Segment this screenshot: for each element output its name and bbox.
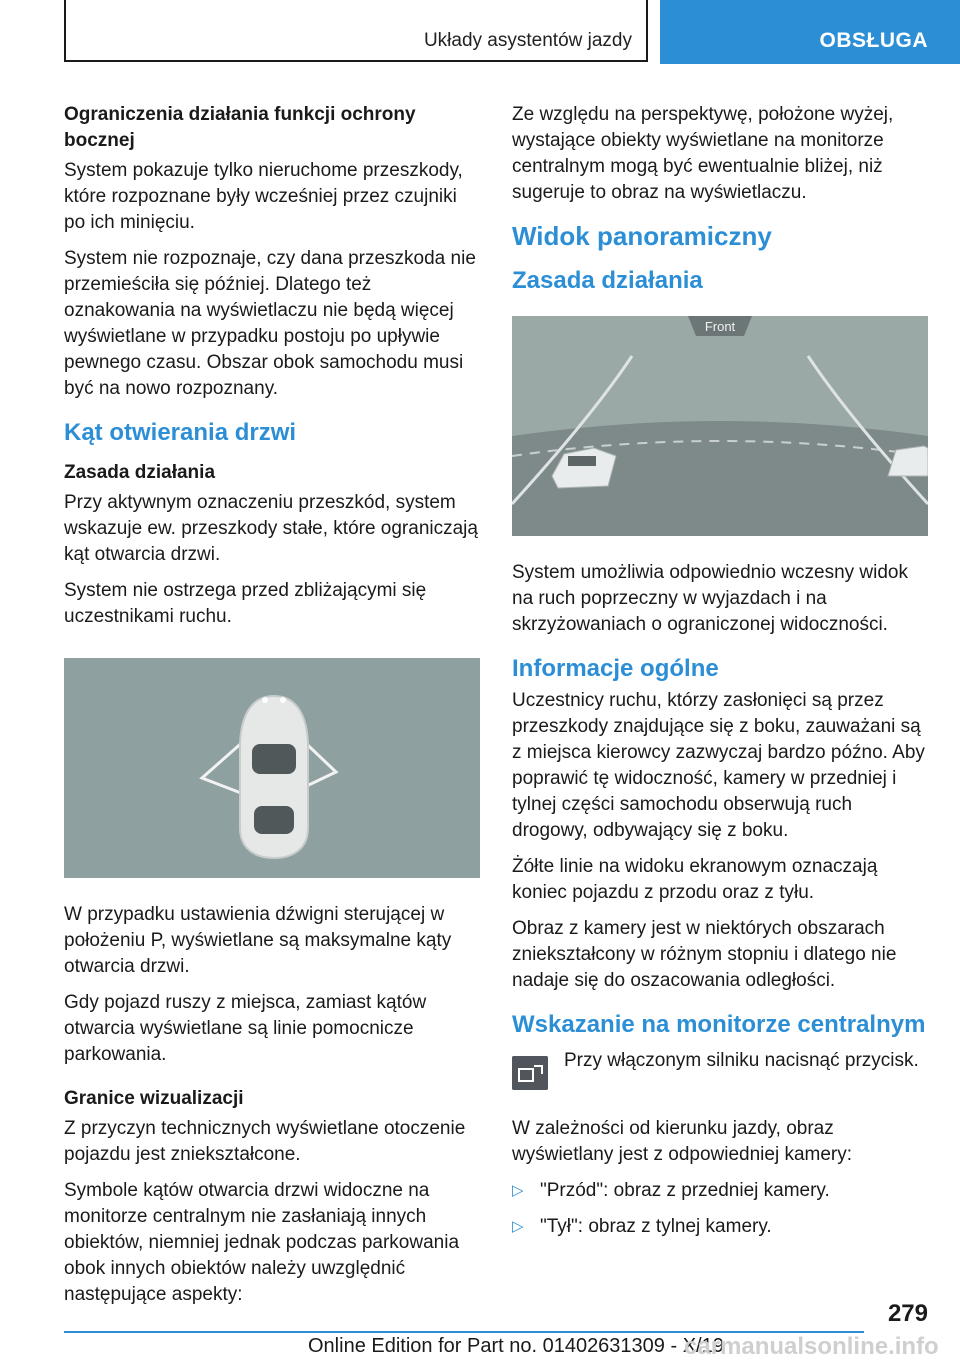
paragraph: System nie ostrzega przed zbliżającymi się uczestnikami ruchu. [64, 580, 427, 627]
button-instruction [512, 1048, 928, 1104]
paragraph: Przy aktywnym oznaczeniu przeszkód, system wskazuje ew. przeszkody stałe, które ograniczają kąt otwarcia drzwi. [64, 492, 478, 565]
header-frame [64, 0, 648, 62]
heading-central-display: Wskazanie na monitorze centralnym [512, 1011, 926, 1038]
page-header [64, 0, 960, 64]
heading-limits: Ograniczenia działania funkcji ochrony bocznej [64, 104, 416, 151]
paragraph: W zależności od kierunku jazdy, obraz wyświetlany jest z odpowiedniej kamery: [512, 1118, 853, 1165]
list-item: ▷ "Tył": obraz z tylnej kamery. [512, 1214, 928, 1240]
right-column [512, 102, 928, 1250]
paragraph: Z przyczyn technicznych wyświetlane otoczenie pojazdu jest zniekształcone. [64, 1118, 466, 1165]
camera-list [512, 1178, 928, 1240]
front-label: Front [704, 319, 736, 334]
door-angle-illustration [64, 658, 480, 878]
paragraph: Gdy pojazd ruszy z miejsca, zamiast kątów otwarcia wyświetlane są linie pomocnicze parkowania. [64, 992, 427, 1065]
list-item: ▷ "Przód": obraz z przedniej kamery. [512, 1178, 928, 1204]
paragraph: Uczestnicy ruchu, którzy zasłonięci są przez przeszkody znajdujące się z boku, zauważani są z miejsca kierowcy zazwyczaj bardzo późno. Aby poprawić tę widoczność, kamery w przedniej i tylnej części samochodu obserwują ruch drogowy, odbywający się z boku. [512, 690, 925, 841]
paragraph: System nie rozpoznaje, czy dana przeszkoda nie przemieściła się później. Dlatego też oznakowania na wyświetlaczu nie będą więcej wyświetlane w przypadku postoju po upływie pewnego czasu. Obszar obok samochodu musi być na nowo rozpoznany. [64, 248, 476, 399]
left-column [64, 102, 482, 1318]
paragraph: System pokazuje tylko nieruchome przeszkody, które rozpoznane były wcześniej przez czujniki po ich minięciu. [64, 160, 463, 233]
heading-general-info: Informacje ogólne [512, 655, 719, 682]
heading-principle: Zasada działania [512, 267, 703, 294]
paragraph: System umożliwia odpowiednio wczesny widok na ruch poprzeczny w wyjazdach i na skrzyżowaniach o ograniczonej widoczności. [512, 562, 909, 635]
triangle-bullet-icon: ▷ [512, 1182, 524, 1199]
paragraph: Obraz z kamery jest w niektórych obszarach zniekształcony w różnym stopniu i dlatego nie nadaje się do oszacowania odległości. [512, 918, 897, 991]
heading-panorama: Widok panoramiczny [512, 221, 772, 251]
page-number: 279 [887, 1300, 928, 1327]
paragraph: Symbole kątów otwarcia drzwi widoczne na monitorze centralnym nie zasłaniają innych obiektów, niemniej jednak podczas parkowania obok innych obiektów należy uwzględnić następujące aspekty: [64, 1180, 460, 1305]
paragraph: Żółte linie na widoku ekranowym oznaczają koniec pojazdu z przodu oraz z tyłu. [512, 856, 878, 903]
paragraph: Ze względu na perspektywę, położone wyżej, wystające obiekty wyświetlane na monitorze centralnym mogą być ewentualnie bliżej, niż sugeruje to obraz na wyświetlaczu. [512, 104, 894, 203]
camera-button-icon [512, 1056, 548, 1090]
heading-door-angle: Kąt otwierania drzwi [64, 419, 297, 446]
chapter-tab-label: OBSŁUGA [819, 29, 928, 52]
heading-visual-bounds: Granice wizualizacji [64, 1088, 244, 1109]
section-title: Układy asystentów jazdy [423, 30, 632, 51]
panorama-view-illustration [512, 316, 928, 536]
heading-principle: Zasada działania [64, 462, 216, 483]
paragraph: W przypadku ustawienia dźwigni sterującej w położeniu P, wyświetlane są maksymalne kąty otwarcia drzwi. [64, 904, 452, 977]
paragraph: Przy włączonym silniku nacisnąć przycisk. [564, 1050, 919, 1071]
edition-note: Online Edition for Part no. 01402631309 - X/19 [308, 1335, 724, 1357]
triangle-bullet-icon: ▷ [512, 1218, 524, 1235]
chapter-tab [660, 0, 960, 64]
watermark: carmanualsonline.info [684, 1333, 939, 1360]
